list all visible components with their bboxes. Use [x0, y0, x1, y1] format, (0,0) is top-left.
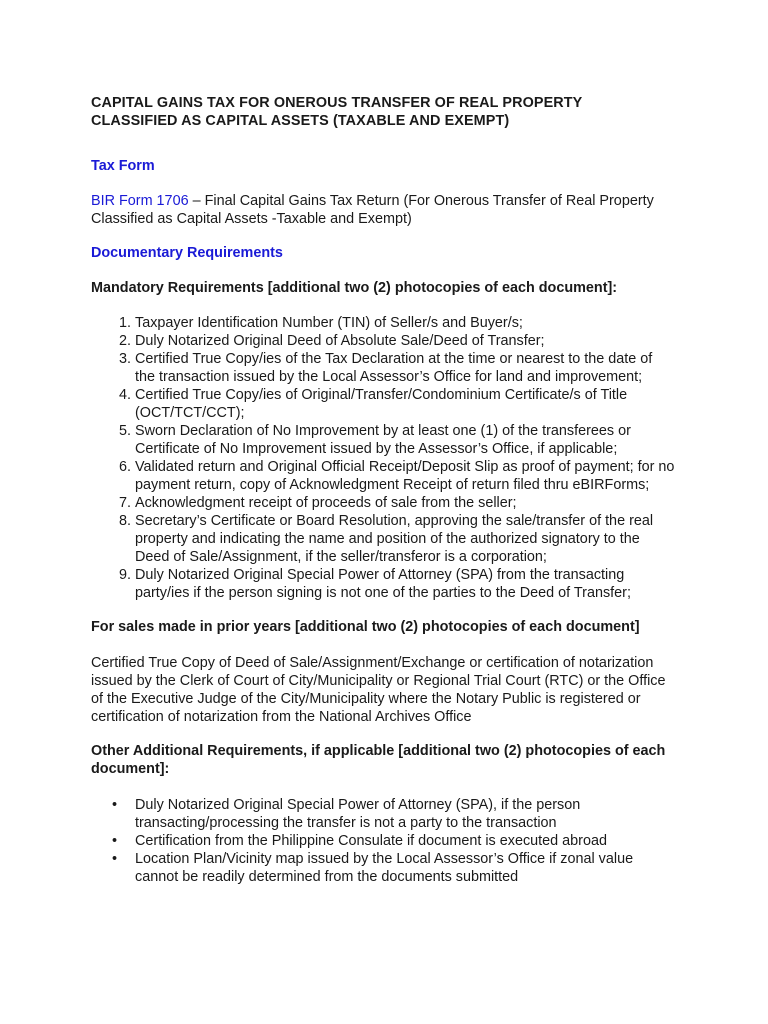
- mandatory-requirements-heading: Mandatory Requirements [additional two (2) photocopies of each document]:: [91, 280, 618, 296]
- list-item-text: Certification from the Philippine Consulate if document is executed abroad: [135, 833, 607, 849]
- bullet-icon: •: [112, 833, 118, 849]
- mandatory-requirements-list: [91, 314, 676, 602]
- list-item: 6. Validated return and Original Official Receipt/Deposit Slip as proof of payment; for no payment return, copy of Acknowledgment Receipt of return filed thru eBIRForms;: [135, 458, 676, 494]
- other-requirements-list: [91, 796, 676, 886]
- list-item-text: Duly Notarized Original Special Power of Attorney (SPA), if the person transacting/processing the transfer is not a party to the transaction: [135, 797, 581, 831]
- bir-form-link[interactable]: BIR Form 1706: [91, 193, 189, 209]
- list-item: [112, 796, 676, 832]
- bir-form-paragraph: [91, 192, 676, 228]
- list-item: 7. Acknowledgment receipt of proceeds of sale from the seller;: [135, 494, 676, 512]
- list-item: 9. Duly Notarized Original Special Power of Attorney (SPA) from the transacting party/ies if the person signing is not one of the parties to the Deed of Transfer;: [135, 566, 676, 602]
- tax-form-heading: Tax Form: [91, 158, 155, 174]
- document-title: [91, 94, 676, 130]
- bullet-icon: •: [112, 851, 118, 867]
- list-item: 1. Taxpayer Identification Number (TIN) of Seller/s and Buyer/s;: [135, 314, 676, 332]
- other-requirements-heading: Other Additional Requirements, if applicable [additional two (2) photocopies of each document]:: [91, 743, 666, 777]
- list-item: 5. Sworn Declaration of No Improvement by at least one (1) of the transferees or Certificate of No Improvement issued by the Assessor’s Office, if applicable;: [135, 422, 676, 458]
- list-item: 2. Duly Notarized Original Deed of Absolute Sale/Deed of Transfer;: [135, 332, 676, 350]
- prior-years-heading: For sales made in prior years [additional two (2) photocopies of each document]: [91, 619, 640, 635]
- documentary-requirements-heading: Documentary Requirements: [91, 245, 283, 261]
- list-item: [112, 832, 676, 850]
- bullet-icon: •: [112, 797, 118, 813]
- prior-years-paragraph: Certified True Copy of Deed of Sale/Assignment/Exchange or certification of notarization issued by the Clerk of Court of City/Municipality or Regional Trial Court (RTC) or the Office of the Executive Judge of the City/Municipality where the Notary Public is registered or certification of notarization from the National Archives Office: [91, 655, 666, 725]
- list-item: 3. Certified True Copy/ies of the Tax Declaration at the time or nearest to the date of the transaction issued by the Local Assessor’s Office for land and improvement;: [135, 350, 676, 386]
- bir-form-description: – Final Capital Gains Tax Return (For Onerous Transfer of Real Property Classified as Capital Assets -Taxable and Exempt): [91, 193, 654, 227]
- list-item-text: Location Plan/Vicinity map issued by the Local Assessor’s Office if zonal value cannot be readily determined from the documents submitted: [135, 851, 634, 885]
- list-item: [112, 850, 676, 886]
- title-line-2: CLASSIFIED AS CAPITAL ASSETS (TAXABLE AND EXEMPT): [91, 113, 510, 129]
- list-item: 8. Secretary’s Certificate or Board Resolution, approving the sale/transfer of the real property and indicating the name and position of the authorized signatory to the Deed of Sale/Assignment, if the seller/transferor is a corporation;: [135, 512, 676, 566]
- document-page: [91, 94, 676, 886]
- title-line-1: CAPITAL GAINS TAX FOR ONEROUS TRANSFER OF REAL PROPERTY: [91, 95, 583, 111]
- list-item: 4. Certified True Copy/ies of Original/Transfer/Condominium Certificate/s of Title (OCT/TCT/CCT);: [135, 386, 676, 422]
